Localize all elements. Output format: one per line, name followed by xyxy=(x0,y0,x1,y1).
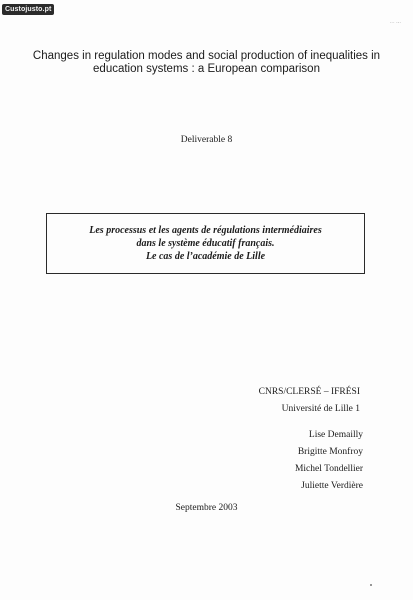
author-name: Juliette Verdière xyxy=(301,481,363,491)
main-title xyxy=(30,50,383,76)
main-title-line: education systems : a European comparison xyxy=(93,63,320,75)
framed-title-line: Les processus et les agents de régulations intermédiaires xyxy=(89,225,322,236)
affiliation xyxy=(259,384,360,418)
framed-title-box xyxy=(46,213,365,274)
main-title-line: Changes in regulation modes and social production of inequalities in xyxy=(32,50,381,62)
watermark-logo: Custojusto.pt xyxy=(2,4,54,15)
framed-title-line: dans le système éducatif français. xyxy=(136,238,275,249)
scan-dot xyxy=(370,584,372,586)
framed-title-line: Le cas de l’académie de Lille xyxy=(145,251,266,262)
author-name: Brigitte Monfroy xyxy=(297,447,363,457)
scan-mark: ··· ·‑· xyxy=(389,20,401,26)
affiliation-line: Université de Lille 1 xyxy=(281,404,360,414)
affiliation-line: CNRS/CLERSÉ – IFRÉSI xyxy=(258,387,360,397)
author-name: Michel Tondellier xyxy=(294,464,363,474)
publication-date: Septembre 2003 xyxy=(175,503,238,513)
deliverable-label: Deliverable 8 xyxy=(180,135,233,145)
author-name: Lise Demailly xyxy=(308,430,363,440)
authors-list xyxy=(295,427,363,495)
